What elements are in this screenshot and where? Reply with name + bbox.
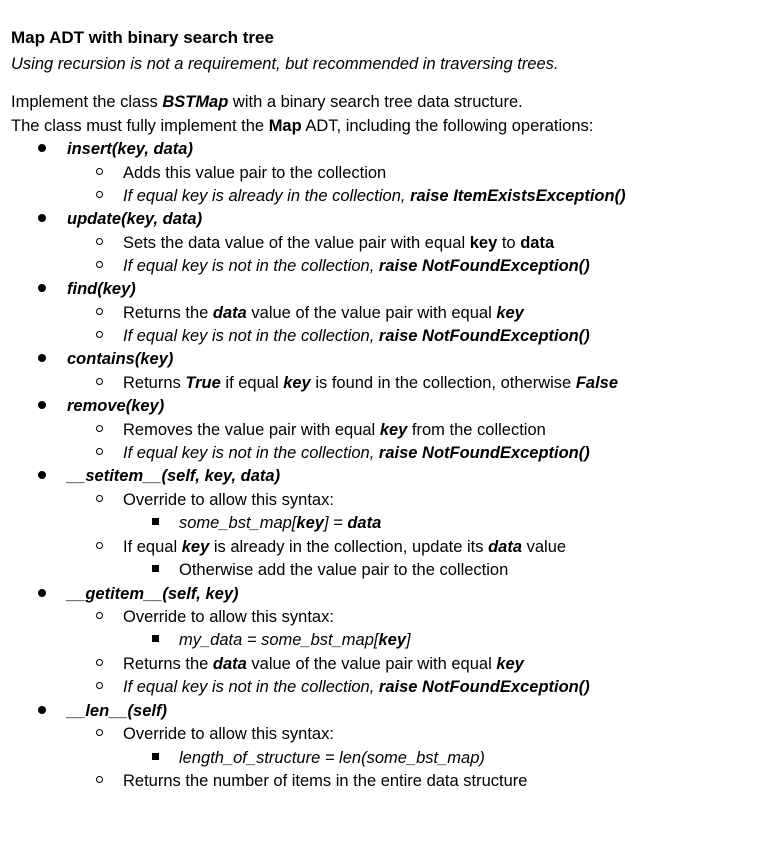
- op-setitem-add: Otherwise add the value pair to the collection: [152, 560, 508, 580]
- square-bullet-icon: [152, 635, 159, 642]
- bullet-icon: [38, 144, 46, 152]
- op-len-syntax: length_of_structure = len(some_bst_map): [152, 748, 485, 768]
- op-find-desc: Returns the data value of the value pair with equal key: [96, 303, 524, 323]
- circle-bullet-icon: [96, 331, 103, 338]
- square-bullet-icon: [152, 753, 159, 760]
- op-getitem-syntax: my_data = some_bst_map[key]: [152, 630, 411, 650]
- op-len: __len__(self): [38, 701, 167, 721]
- circle-bullet-icon: [96, 495, 103, 502]
- op-getitem-exception: If equal key is not in the collection, raise NotFoundException(): [96, 677, 590, 697]
- circle-bullet-icon: [96, 612, 103, 619]
- circle-bullet-icon: [96, 168, 103, 175]
- square-bullet-icon: [152, 518, 159, 525]
- op-getitem-returns: Returns the data value of the value pair with equal key: [96, 654, 524, 674]
- bullet-icon: [38, 471, 46, 479]
- op-find-exception: If equal key is not in the collection, raise NotFoundException(): [96, 326, 590, 346]
- bullet-icon: [38, 284, 46, 292]
- op-update-desc: Sets the data value of the value pair with equal key to data: [96, 233, 554, 253]
- op-getitem-desc: Override to allow this syntax:: [96, 607, 334, 627]
- bullet-icon: [38, 354, 46, 362]
- page-subtitle: Using recursion is not a requirement, but recommended in traversing trees.: [11, 55, 559, 73]
- circle-bullet-icon: [96, 191, 103, 198]
- op-getitem: __getitem__(self, key): [38, 584, 239, 604]
- circle-bullet-icon: [96, 729, 103, 736]
- circle-bullet-icon: [96, 238, 103, 245]
- op-insert: insert(key, data): [38, 139, 193, 159]
- bullet-icon: [38, 401, 46, 409]
- bullet-icon: [38, 706, 46, 714]
- op-remove: remove(key): [38, 396, 164, 416]
- op-setitem: __setitem__(self, key, data): [38, 466, 280, 486]
- op-update: update(key, data): [38, 209, 202, 229]
- op-setitem-desc: Override to allow this syntax:: [96, 490, 334, 510]
- circle-bullet-icon: [96, 682, 103, 689]
- page-title: Map ADT with binary search tree: [11, 28, 274, 47]
- circle-bullet-icon: [96, 542, 103, 549]
- circle-bullet-icon: [96, 308, 103, 315]
- circle-bullet-icon: [96, 659, 103, 666]
- circle-bullet-icon: [96, 425, 103, 432]
- op-len-desc: Override to allow this syntax:: [96, 724, 334, 744]
- bullet-icon: [38, 589, 46, 597]
- op-len-returns: Returns the number of items in the entire data structure: [96, 771, 527, 791]
- op-setitem-syntax: some_bst_map[key] = data: [152, 513, 381, 533]
- op-find: find(key): [38, 279, 136, 299]
- op-setitem-update: If equal key is already in the collection, update its data value: [96, 537, 566, 557]
- op-remove-exception: If equal key is not in the collection, raise NotFoundException(): [96, 443, 590, 463]
- circle-bullet-icon: [96, 261, 103, 268]
- op-insert-exception: If equal key is already in the collection, raise ItemExistsException(): [96, 186, 626, 206]
- class-name: BSTMap: [162, 93, 229, 111]
- intro-line-1: Implement the class BSTMap with a binary search tree data structure.: [11, 93, 523, 111]
- intro-line-2: The class must fully implement the Map ADT, including the following operations:: [11, 117, 594, 135]
- circle-bullet-icon: [96, 448, 103, 455]
- op-insert-desc: Adds this value pair to the collection: [96, 163, 386, 183]
- circle-bullet-icon: [96, 378, 103, 385]
- bullet-icon: [38, 214, 46, 222]
- op-remove-desc: Removes the value pair with equal key from the collection: [96, 420, 546, 440]
- square-bullet-icon: [152, 565, 159, 572]
- op-contains-desc: Returns True if equal key is found in the collection, otherwise False: [96, 373, 618, 393]
- circle-bullet-icon: [96, 776, 103, 783]
- op-contains: contains(key): [38, 349, 173, 369]
- op-update-exception: If equal key is not in the collection, raise NotFoundException(): [96, 256, 590, 276]
